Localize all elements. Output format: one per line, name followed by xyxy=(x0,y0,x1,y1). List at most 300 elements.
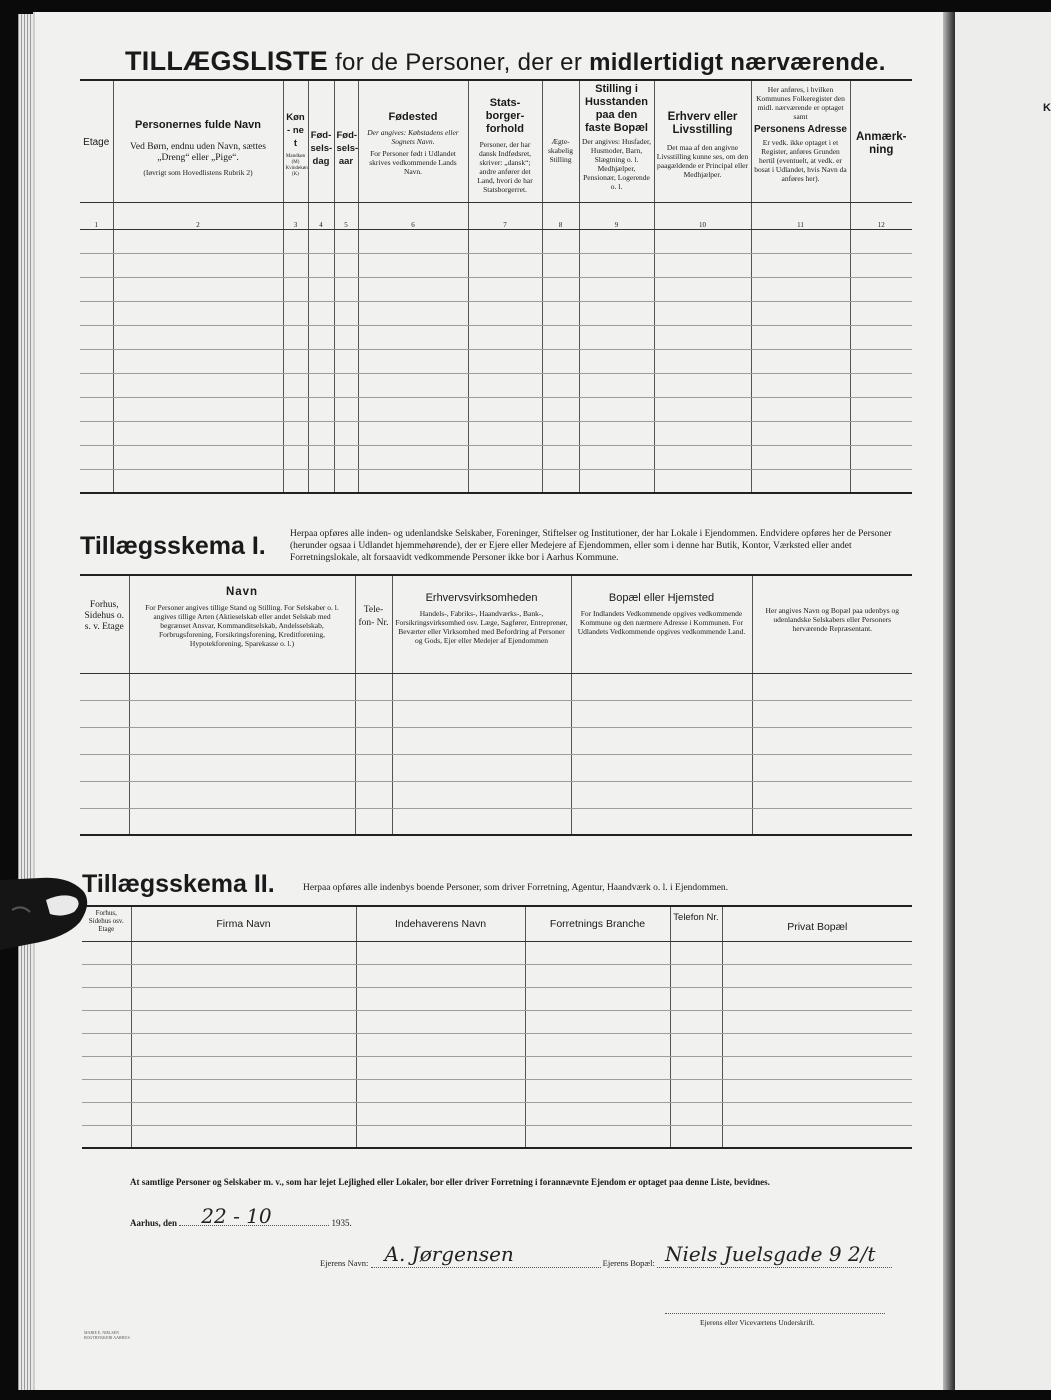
empty-cell xyxy=(751,469,850,493)
empty-cell xyxy=(131,1056,356,1079)
col-gender: Køn- net Mandkøn (M) Kvindekøn (K) xyxy=(283,80,308,202)
empty-cell xyxy=(525,1125,670,1148)
empty-cell xyxy=(654,397,751,421)
empty-cell xyxy=(654,373,751,397)
s1-col-phone: Tele- fon- Nr. xyxy=(355,575,392,673)
col-number: 1 xyxy=(80,202,113,229)
empty-cell xyxy=(308,325,334,349)
empty-cell xyxy=(308,397,334,421)
empty-cell xyxy=(80,325,113,349)
facing-page-text: K xyxy=(1043,102,1051,114)
empty-cell xyxy=(579,445,654,469)
empty-cell xyxy=(392,700,571,727)
schema2-instructions: Herpaa opføres alle indenbys boende Personer, som driver Forretning, Agentur, Haandværk o. l. i Ejendommen. xyxy=(303,883,729,893)
empty-cell xyxy=(82,987,131,1010)
empty-cell xyxy=(356,964,525,987)
s1-col-floor: Forhus, Sidehus o. s. v. Etage xyxy=(80,575,129,673)
empty-cell xyxy=(131,987,356,1010)
s1-col-representative: Her angives Navn og Bopæl paa udenbys og udenlandske Selskabers eller Personers herværende Repræsentant. xyxy=(752,575,912,673)
empty-cell xyxy=(80,229,113,253)
empty-cell xyxy=(751,229,850,253)
empty-cell xyxy=(356,987,525,1010)
empty-cell xyxy=(355,808,392,835)
empty-cell xyxy=(654,229,751,253)
owner-name-handwritten: A. Jørgensen xyxy=(384,1242,514,1266)
empty-cell xyxy=(542,421,579,445)
empty-cell xyxy=(751,397,850,421)
table-row xyxy=(82,941,912,964)
empty-cell xyxy=(113,229,283,253)
empty-cell xyxy=(80,700,129,727)
empty-cell xyxy=(571,754,752,781)
empty-cell xyxy=(752,673,912,700)
empty-cell xyxy=(358,253,468,277)
owner-name-field xyxy=(371,1242,601,1268)
empty-cell xyxy=(542,253,579,277)
empty-cell xyxy=(283,253,308,277)
empty-cell xyxy=(80,301,113,325)
empty-cell xyxy=(80,397,113,421)
owner-name-label: Ejerens Navn: xyxy=(320,1258,369,1268)
empty-cell xyxy=(131,1102,356,1125)
empty-cell xyxy=(113,253,283,277)
empty-cell xyxy=(468,373,542,397)
empty-cell xyxy=(80,253,113,277)
empty-cell xyxy=(82,1079,131,1102)
empty-cell xyxy=(113,469,283,493)
empty-cell xyxy=(131,964,356,987)
empty-cell xyxy=(334,349,358,373)
table-row xyxy=(82,1079,912,1102)
empty-cell xyxy=(129,754,355,781)
s1-col-name: Navn For Personer angives tillige Stand og Stilling. For Selskaber o. l. angives tillige Arten (Aktieselskab eller andet Selskab med begrænset Ansvar, Kommanditselskab, Andelsselskab, Forbrugsforening, Forsikringsforening, Kreditforening, Hypotekforening, Sparekasse o. l.) xyxy=(129,575,355,673)
empty-cell xyxy=(358,349,468,373)
empty-cell xyxy=(392,754,571,781)
col-remarks: Anmærk- ning xyxy=(850,80,912,202)
empty-cell xyxy=(80,349,113,373)
empty-cell xyxy=(355,781,392,808)
empty-cell xyxy=(722,1056,912,1079)
empty-cell xyxy=(308,229,334,253)
empty-cell xyxy=(654,301,751,325)
empty-cell xyxy=(334,469,358,493)
empty-cell xyxy=(751,301,850,325)
attestation-statement xyxy=(130,1177,770,1187)
empty-cell xyxy=(579,397,654,421)
empty-cell xyxy=(113,397,283,421)
col-number: 2 xyxy=(113,202,283,229)
empty-cell xyxy=(654,445,751,469)
empty-cell xyxy=(113,325,283,349)
col-number: 5 xyxy=(334,202,358,229)
empty-cell xyxy=(308,445,334,469)
col-number: 12 xyxy=(850,202,912,229)
empty-cell xyxy=(131,1033,356,1056)
table-row xyxy=(80,700,912,727)
empty-cell xyxy=(571,808,752,835)
empty-cell xyxy=(722,987,912,1010)
empty-cell xyxy=(80,469,113,493)
table-row xyxy=(82,1125,912,1148)
empty-cell xyxy=(131,1125,356,1148)
empty-cell xyxy=(579,349,654,373)
empty-cell xyxy=(670,964,722,987)
empty-cell xyxy=(571,781,752,808)
empty-cell xyxy=(525,941,670,964)
empty-cell xyxy=(334,325,358,349)
empty-cell xyxy=(752,700,912,727)
empty-cell xyxy=(722,1125,912,1148)
col-household-position: Stilling i Husstanden paa den faste Bopæl Der angives: Husfader, Husmoder, Barn, Slægtning o. l. Medhjælper, Pensionær, Logerende o. l. xyxy=(579,80,654,202)
date-line xyxy=(130,1204,352,1228)
empty-cell xyxy=(358,229,468,253)
empty-cell xyxy=(358,373,468,397)
empty-cell xyxy=(392,781,571,808)
empty-cell xyxy=(670,1079,722,1102)
empty-cell xyxy=(579,229,654,253)
empty-cell xyxy=(751,421,850,445)
empty-cell xyxy=(542,349,579,373)
empty-cell xyxy=(80,808,129,835)
empty-cell xyxy=(751,373,850,397)
empty-cell xyxy=(579,421,654,445)
empty-cell xyxy=(525,1010,670,1033)
empty-cell xyxy=(579,373,654,397)
empty-cell xyxy=(334,277,358,301)
empty-cell xyxy=(571,700,752,727)
table-row xyxy=(82,964,912,987)
empty-cell xyxy=(525,987,670,1010)
table-header-row xyxy=(80,575,912,673)
empty-cell xyxy=(283,325,308,349)
empty-cell xyxy=(670,1033,722,1056)
empty-cell xyxy=(356,1125,525,1148)
table-row xyxy=(82,1056,912,1079)
signature-line xyxy=(665,1313,885,1314)
signature-caption: Ejerens eller Viceværtens Underskrift. xyxy=(700,1318,815,1327)
empty-cell xyxy=(355,754,392,781)
table-row xyxy=(80,727,912,754)
empty-cell xyxy=(113,277,283,301)
empty-cell xyxy=(670,941,722,964)
empty-cell xyxy=(82,1010,131,1033)
schema1-table xyxy=(80,574,912,836)
empty-cell xyxy=(542,445,579,469)
table-row xyxy=(80,349,912,373)
table-row xyxy=(82,1033,912,1056)
empty-cell xyxy=(80,673,129,700)
empty-cell xyxy=(358,421,468,445)
empty-cell xyxy=(579,469,654,493)
empty-cell xyxy=(334,253,358,277)
col-etage: Etage xyxy=(80,80,113,202)
empty-cell xyxy=(82,1033,131,1056)
empty-cell xyxy=(525,1079,670,1102)
empty-cell xyxy=(468,253,542,277)
empty-cell xyxy=(129,808,355,835)
empty-cell xyxy=(80,781,129,808)
empty-cell xyxy=(80,445,113,469)
empty-cell xyxy=(308,349,334,373)
empty-cell xyxy=(654,349,751,373)
empty-cell xyxy=(468,421,542,445)
empty-cell xyxy=(129,781,355,808)
empty-cell xyxy=(850,349,912,373)
empty-cell xyxy=(129,727,355,754)
table-row xyxy=(80,781,912,808)
table-row xyxy=(82,1102,912,1125)
col-marital-status: Ægte- skabelig Stilling xyxy=(542,80,579,202)
empty-cell xyxy=(654,325,751,349)
empty-cell xyxy=(468,349,542,373)
s2-col-firm-name: Firma Navn xyxy=(131,906,356,941)
empty-cell xyxy=(82,1125,131,1148)
empty-cell xyxy=(850,301,912,325)
date-handwritten: 22 - 10 xyxy=(201,1204,272,1228)
owner-address-field xyxy=(657,1242,892,1268)
empty-cell xyxy=(283,373,308,397)
book-gutter xyxy=(943,12,955,1390)
empty-cell xyxy=(308,469,334,493)
empty-cell xyxy=(654,421,751,445)
empty-cell xyxy=(542,469,579,493)
thumb-image xyxy=(0,870,95,955)
table-row xyxy=(80,754,912,781)
empty-cell xyxy=(356,1079,525,1102)
empty-cell xyxy=(468,325,542,349)
empty-cell xyxy=(579,253,654,277)
schema2-body xyxy=(82,941,912,1148)
empty-cell xyxy=(468,277,542,301)
empty-cell xyxy=(358,445,468,469)
empty-cell xyxy=(392,808,571,835)
col-occupation: Erhverv eller Livsstilling Det maa af den angivne Livsstilling kunne ses, om den paagældende er Principal eller Medhjælper. xyxy=(654,80,751,202)
empty-cell xyxy=(308,277,334,301)
empty-cell xyxy=(131,1010,356,1033)
table-row xyxy=(80,229,912,253)
empty-cell xyxy=(722,1010,912,1033)
empty-cell xyxy=(334,373,358,397)
empty-cell xyxy=(751,445,850,469)
empty-cell xyxy=(355,673,392,700)
col-number: 10 xyxy=(654,202,751,229)
col-number: 8 xyxy=(542,202,579,229)
owner-address-handwritten: Niels Juelsgade 9 2/t xyxy=(664,1242,876,1266)
empty-cell xyxy=(751,253,850,277)
empty-cell xyxy=(670,1102,722,1125)
empty-cell xyxy=(850,325,912,349)
empty-cell xyxy=(542,301,579,325)
empty-cell xyxy=(80,277,113,301)
empty-cell xyxy=(283,469,308,493)
empty-cell xyxy=(113,373,283,397)
col-number: 11 xyxy=(751,202,850,229)
empty-cell xyxy=(358,277,468,301)
empty-cell xyxy=(525,964,670,987)
empty-cell xyxy=(308,301,334,325)
table-row xyxy=(80,325,912,349)
empty-cell xyxy=(334,421,358,445)
empty-cell xyxy=(356,1010,525,1033)
empty-cell xyxy=(579,277,654,301)
empty-cell xyxy=(751,349,850,373)
empty-cell xyxy=(542,373,579,397)
schema1-title: Tillægsskema I. xyxy=(80,532,266,560)
empty-cell xyxy=(129,700,355,727)
empty-cell xyxy=(571,673,752,700)
empty-cell xyxy=(542,325,579,349)
empty-cell xyxy=(542,397,579,421)
empty-cell xyxy=(751,325,850,349)
empty-cell xyxy=(722,1102,912,1125)
table-row xyxy=(80,301,912,325)
title-end: midlertidigt nærværende. xyxy=(589,49,886,76)
empty-cell xyxy=(356,1102,525,1125)
owner-line xyxy=(320,1242,892,1268)
empty-cell xyxy=(283,421,308,445)
empty-cell xyxy=(722,1033,912,1056)
empty-cell xyxy=(525,1102,670,1125)
s2-col-phone: Telefon Nr. xyxy=(670,906,722,941)
table-row xyxy=(80,421,912,445)
empty-cell xyxy=(525,1056,670,1079)
empty-cell xyxy=(356,941,525,964)
empty-cell xyxy=(751,277,850,301)
title-main-word: TILLÆGSLISTE xyxy=(125,46,329,76)
schema2-title: Tillægsskema II. xyxy=(82,870,275,898)
col-number: 9 xyxy=(579,202,654,229)
empty-cell xyxy=(80,754,129,781)
empty-cell xyxy=(468,397,542,421)
table-row xyxy=(80,397,912,421)
empty-cell xyxy=(283,445,308,469)
empty-cell xyxy=(82,1102,131,1125)
col-number: 4 xyxy=(308,202,334,229)
empty-cell xyxy=(579,301,654,325)
empty-cell xyxy=(283,397,308,421)
empty-cell xyxy=(850,253,912,277)
s2-col-owner-name: Indehaverens Navn xyxy=(356,906,525,941)
empty-cell xyxy=(356,1056,525,1079)
empty-cell xyxy=(334,445,358,469)
col-citizenship: Stats- borger- forhold Personer, der har dansk Indfødsret, skriver: „dansk“; andre anfører det Land, hvori de har Statsborgerret. xyxy=(468,80,542,202)
s2-col-floor: Forhus, Sidehus osv. Etage xyxy=(82,906,131,941)
empty-cell xyxy=(752,808,912,835)
table-row xyxy=(82,987,912,1010)
empty-cell xyxy=(308,253,334,277)
empty-cell xyxy=(358,469,468,493)
schema1-body xyxy=(80,673,912,835)
empty-cell xyxy=(752,754,912,781)
printer-imprint: MARIE E. NIELSEN BOGTRYKKERI AARHUS xyxy=(84,1330,130,1340)
year-label: 1935. xyxy=(331,1218,352,1228)
empty-cell xyxy=(131,1079,356,1102)
empty-cell xyxy=(670,1010,722,1033)
col-address: Her anføres, i hvilken Kommunes Folkeregister den midl. nærværende er optaget samt Personens Adresse Er vedk. ikke optaget i et Register, anføres Grunden hertil (eventuelt, at vedk. er bosat i Udlandet, hvis Navn da anføres her). xyxy=(751,80,850,202)
col-birthplace: Fødested Der angives: Købstadens eller Sognets Navn. For Personer født i Udlandet skrives vedkommende Lands Navn. xyxy=(358,80,468,202)
empty-cell xyxy=(670,1056,722,1079)
s1-col-residence: Bopæl eller Hjemsted For Indlandets Vedkommende opgives vedkommende Kommune og den nærmere Adresse i Kommunen. For Udlandets Vedkommende opgives vedkommende Land. xyxy=(571,575,752,673)
empty-cell xyxy=(358,325,468,349)
column-numbers-row xyxy=(80,202,912,229)
s2-col-private-address: Privat Bopæl xyxy=(722,906,912,941)
empty-cell xyxy=(113,445,283,469)
table-header-row xyxy=(80,80,912,202)
empty-cell xyxy=(113,301,283,325)
title-middle: for de Personer, der er xyxy=(335,49,583,76)
empty-cell xyxy=(308,421,334,445)
empty-cell xyxy=(752,781,912,808)
empty-cell xyxy=(82,1056,131,1079)
empty-cell xyxy=(129,673,355,700)
empty-cell xyxy=(850,229,912,253)
table-row xyxy=(80,277,912,301)
empty-cell xyxy=(670,1125,722,1148)
empty-cell xyxy=(356,1033,525,1056)
s2-col-branch: Forretnings Branche xyxy=(525,906,670,941)
page-edge-stack xyxy=(18,14,34,1390)
empty-cell xyxy=(308,373,334,397)
empty-cell xyxy=(525,1033,670,1056)
empty-cell xyxy=(334,229,358,253)
supplement-list-table xyxy=(80,79,912,494)
empty-cell xyxy=(334,301,358,325)
facing-page xyxy=(955,12,1051,1390)
empty-cell xyxy=(80,373,113,397)
table-row xyxy=(80,673,912,700)
empty-cell xyxy=(468,229,542,253)
empty-cell xyxy=(542,229,579,253)
empty-cell xyxy=(542,277,579,301)
page-title xyxy=(125,46,886,77)
empty-cell xyxy=(80,727,129,754)
s1-col-business: Erhvervsvirksomheden Handels-, Fabriks-, Haandværks-, Bank-, Forsikringsvirksomhed osv. Læge, Sagfører, Entreprenør, Beværter eller Virksomhed med Befordring af Personer og Gods, Ejer eller Medejer af Ejendommen xyxy=(392,575,571,673)
empty-cell xyxy=(654,253,751,277)
empty-cell xyxy=(850,373,912,397)
col-birthyear: Fød- sels- aar xyxy=(334,80,358,202)
col-birthday: Fød- sels- dag xyxy=(308,80,334,202)
empty-cell xyxy=(131,941,356,964)
table-row xyxy=(80,808,912,835)
empty-cell xyxy=(850,397,912,421)
empty-cell xyxy=(358,301,468,325)
empty-cell xyxy=(850,445,912,469)
empty-cell xyxy=(722,964,912,987)
empty-cell xyxy=(82,964,131,987)
empty-cell xyxy=(355,727,392,754)
col-number: 6 xyxy=(358,202,468,229)
empty-cell xyxy=(670,987,722,1010)
empty-cell xyxy=(468,469,542,493)
empty-cell xyxy=(283,277,308,301)
schema1-instructions: Herpaa opføres alle inden- og udenlandske Selskaber, Foreninger, Stiftelser og Institutioner, der har Lokale i Ejendommen. Endvidere opføres her de Personer (herunder ogsaa i Udlandet hjemmehørende), der er Ejere eller Medejere af Ejendommen, eller som i denne har Butik, Kontor, Værksted eller andet Forretningslokale, alt forsaavidt vedkommende Personer ikke bor i Aarhus Kommune. xyxy=(290,529,892,563)
empty-cell xyxy=(392,673,571,700)
empty-cell xyxy=(571,727,752,754)
empty-cell xyxy=(80,421,113,445)
empty-cell xyxy=(283,229,308,253)
empty-cell xyxy=(392,727,571,754)
empty-cell xyxy=(355,700,392,727)
col-number: 7 xyxy=(468,202,542,229)
empty-cell xyxy=(468,445,542,469)
table-row xyxy=(82,1010,912,1033)
empty-cell xyxy=(113,349,283,373)
table-row xyxy=(80,445,912,469)
date-field xyxy=(179,1204,329,1228)
empty-cell xyxy=(283,349,308,373)
schema2-table xyxy=(82,905,912,1149)
table-row xyxy=(80,469,912,493)
